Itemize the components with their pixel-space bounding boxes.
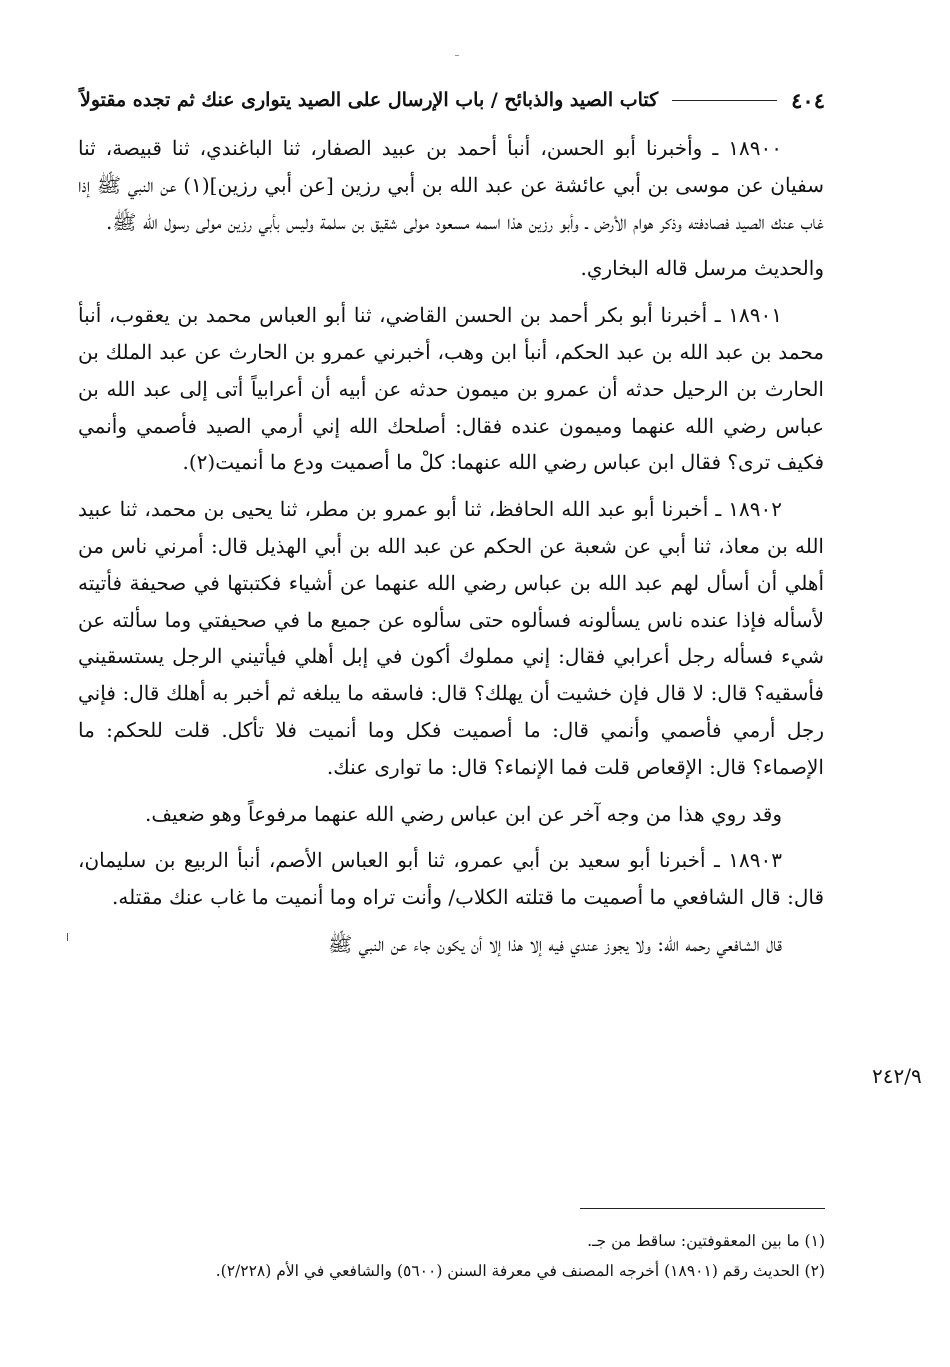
footnote-1: (١) ما بين المعقوفتين: ساقط من جـ. bbox=[587, 1232, 825, 1250]
hadith-18900: ١٨٩٠٠ ـ وأخبرنا أبو الحسن، أنبأ أحمد بن عبيد الصفار، ثنا الباغندي، ثنا قبيصة، ثنا سفيان عن موسى بن أبي عائشة عن عبد الله بن أبي رزين [عن أبي رزين](١) عن النبي ﷺ إذا غاب عنك الصيد فصادفته وذكر هوام الأرض ـ وأبو رزين هذا اسمه مسعود مولى شقيق بن سلمة وليس بأبي رزين مولى رسول الله ﷺ. bbox=[78, 136, 824, 234]
scan-mark bbox=[67, 933, 68, 941]
footnote-separator bbox=[580, 1208, 825, 1209]
page-number: ٤٠٤ bbox=[791, 87, 825, 113]
main-text bbox=[78, 130, 824, 973]
commentary-bukhari: والحديث مرسل قاله البخاري. bbox=[580, 256, 824, 281]
hadith-18902: ١٨٩٠٢ ـ أخبرنا أبو عبد الله الحافظ، ثنا أبو عمرو بن مطر، ثنا يحيى بن محمد، ثنا عبيد الله بن معاذ، ثنا أبي عن شعبة عن الحكم عن عبد الله بن أبي الهذيل قال: أمرني ناس من أهلي أن أسأل لهم عبد الله بن عباس رضي الله عنهما عن أشياء فكتبتها في صحيفة فأتيته لأسأله فإذا عنده ناس يسألونه فسألوه حتى سألوه عن جميع ما في صحيفتي وما سألته عن شيء فسأله رجل أعرابي فقال: إني مملوك أكون في إبل أهلي فيأتيني الرجل يستسقيني فأسقيه؟ قال: لا قال فإن خشيت أن يهلك؟ قال: فاسقه ما يبلغه ثم أخبر به أهلك قال: فإني رجل أرمي فأصمي وأنمي قال: ما أصميت فكل وما أنميت فلا تأكل. قلت للحكم: ما الإصماء؟ قال: الإقعاص قلت فما الإنماء؟ قال: ما توارى عنك. bbox=[78, 497, 825, 779]
footnote-2: (٢) الحديث رقم (١٨٩٠١) أخرجه المصنف في معرفة السنن (٥٦٠٠) والشافعي في الأم (٢/٢٢٨). bbox=[215, 1262, 825, 1280]
shafii-statement: قال الشافعي رحمه الله: ولا يجوز عندي فيه إلا هذا إلا أن يكون جاء عن النبي ﷺ bbox=[328, 931, 782, 956]
margin-volume-reference: ٢٤٢/٩ bbox=[872, 1064, 922, 1088]
hadith-18901: ١٨٩٠١ ـ أخبرنا أبو بكر أحمد بن الحسن القاضي، ثنا أبو العباس محمد بن يعقوب، أنبأ محمد بن عبد الله بن عبد الحكم، أنبأ ابن وهب، أخبرني عمرو بن الحارث عن عبد الملك بن الحارث بن الرحيل حدثه أن عمرو بن ميمون حدثه عن أبيه أن أعرابياً أتى إلى عبد الله بن عباس رضي الله عنهما وميمون عنده فقال: أصلحك الله إني أرمي الصيد فأصمي وأنمي فكيف ترى؟ فقال ابن عباس رضي الله عنهما: كلْ ما أصميت ودع ما أنميت(٢). bbox=[78, 303, 824, 475]
header-rule bbox=[672, 100, 777, 101]
running-title: كتاب الصيد والذبائح / باب الإرسال على الصيد يتوارى عنك ثم تجده مقتولاً bbox=[80, 89, 659, 111]
hadith-18903: ١٨٩٠٣ ـ أخبرنا أبو سعيد بن أبي عمرو، ثنا أبو العباس الأصم، أنبأ الربيع بن سليمان، قال: قال الشافعي ما أصميت ما قتلته الكلاب/ وأنت تراه وما أنميت ما غاب عنك مقتله. bbox=[78, 848, 824, 910]
commentary-weak: وقد روي هذا من وجه آخر عن ابن عباس رضي الله عنهما مرفوعاً وهو ضعيف. bbox=[145, 801, 782, 826]
footnotes bbox=[80, 1226, 825, 1286]
scan-speck bbox=[455, 55, 459, 56]
running-header bbox=[80, 82, 825, 118]
